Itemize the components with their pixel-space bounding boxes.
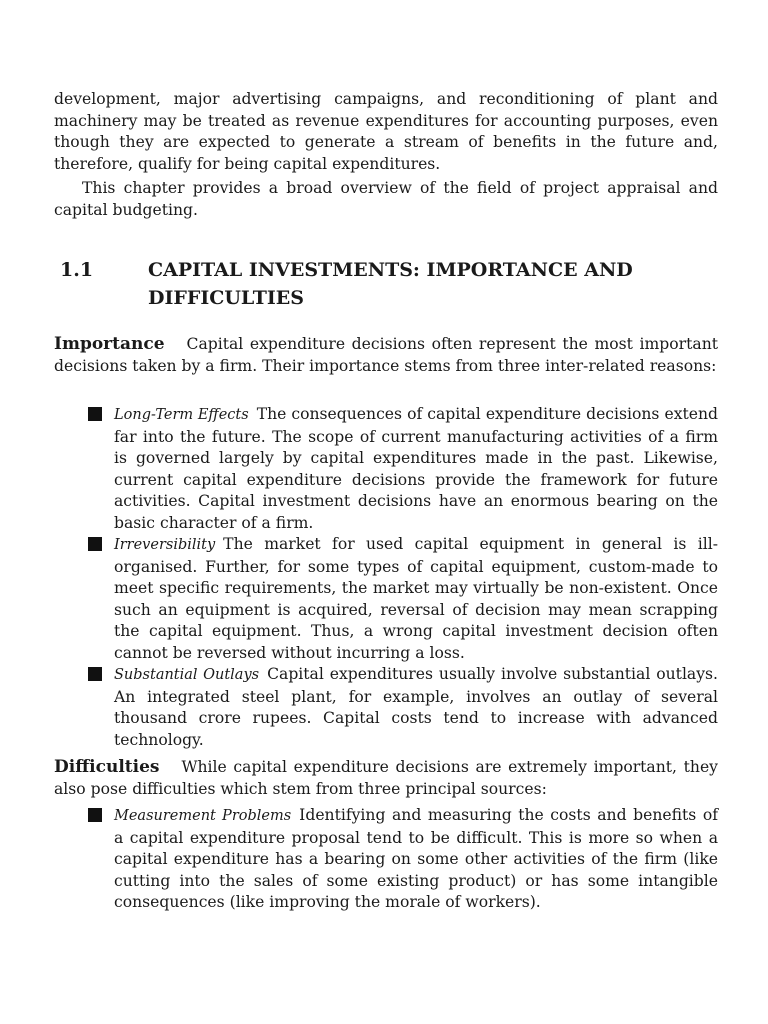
importance-text: Capital expenditure decisions often represent the most important decisions taken by a firm. Their importance stems from three inter-related reasons: bbox=[54, 335, 718, 375]
bullet-item-measurement-problems bbox=[88, 805, 718, 914]
difficulties-text: While capital expenditure decisions are extremely important, they also pose difficulties which stem from three principal sources: bbox=[54, 758, 718, 798]
square-bullet-icon bbox=[88, 407, 102, 421]
bullet-term: Measurement Problems bbox=[114, 808, 292, 824]
importance-heading: Importance bbox=[54, 334, 165, 354]
section-title: CAPITAL INVESTMENTS: IMPORTANCE AND DIFFICULTIES bbox=[148, 259, 633, 309]
intro-paragraph: development, major advertising campaigns, and reconditioning of plant and machinery may be treated as revenue expenditures for accounting purposes, even though they are expected to generate a stream of benefits in the future and, therefore, qualify for being capital expenditures. bbox=[54, 90, 718, 173]
bullet-item-irreversibility bbox=[88, 534, 718, 665]
square-bullet-icon bbox=[88, 808, 102, 822]
square-bullet-icon bbox=[88, 667, 102, 681]
bullet-item-long-term-effects bbox=[88, 404, 718, 535]
bullet-text: Identifying and measuring the costs and benefits of a capital expenditure proposal tend to be difficult. This is more so when a capital expenditure has a bearing on some other activities of the firm (like cutting into the sales of some existing product) or has some intangible consequences (like improving the morale of workers). bbox=[114, 806, 718, 912]
difficulties-paragraph bbox=[54, 757, 718, 800]
bullet-item-substantial-outlays bbox=[88, 664, 718, 751]
square-bullet-icon bbox=[88, 537, 102, 551]
bullet-term: Substantial Outlays bbox=[114, 667, 260, 683]
bullet-term: Irreversibility bbox=[114, 537, 216, 553]
section-number: 1.1 bbox=[60, 259, 94, 281]
bullet-text: Capital expenditures usually involve substantial outlays. An integrated steel plant, for example, involves an outlay of several thousand crore rupees. Capital costs tend to increase with advanced technology. bbox=[114, 665, 718, 749]
bullet-term: Long-Term Effects bbox=[114, 407, 249, 423]
chapter-overview-paragraph: This chapter provides a broad overview of the field of project appraisal and capital budgeting. bbox=[54, 179, 718, 219]
bullet-text: The market for used capital equipment in general is ill-organised. Further, for some types of capital equipment, custom-made to meet specific requirements, the market may virtually be non-existent. Once such an equipment is acquired, reversal of decision may mean scrapping the capital equipment. Thus, a wrong capital investment decision often cannot be reversed without incurring a loss. bbox=[114, 535, 718, 662]
importance-paragraph bbox=[54, 334, 718, 377]
bullet-text: The consequences of capital expenditure decisions extend far into the future. The scope of current manufacturing activities of a firm is governed largely by capital expenditures made in the past. Likewise, current capital expenditure decisions provide the framework for future activities. Capital investment decisions have an enormous bearing on the basic character of a firm. bbox=[114, 405, 719, 532]
difficulties-heading: Difficulties bbox=[54, 757, 160, 777]
